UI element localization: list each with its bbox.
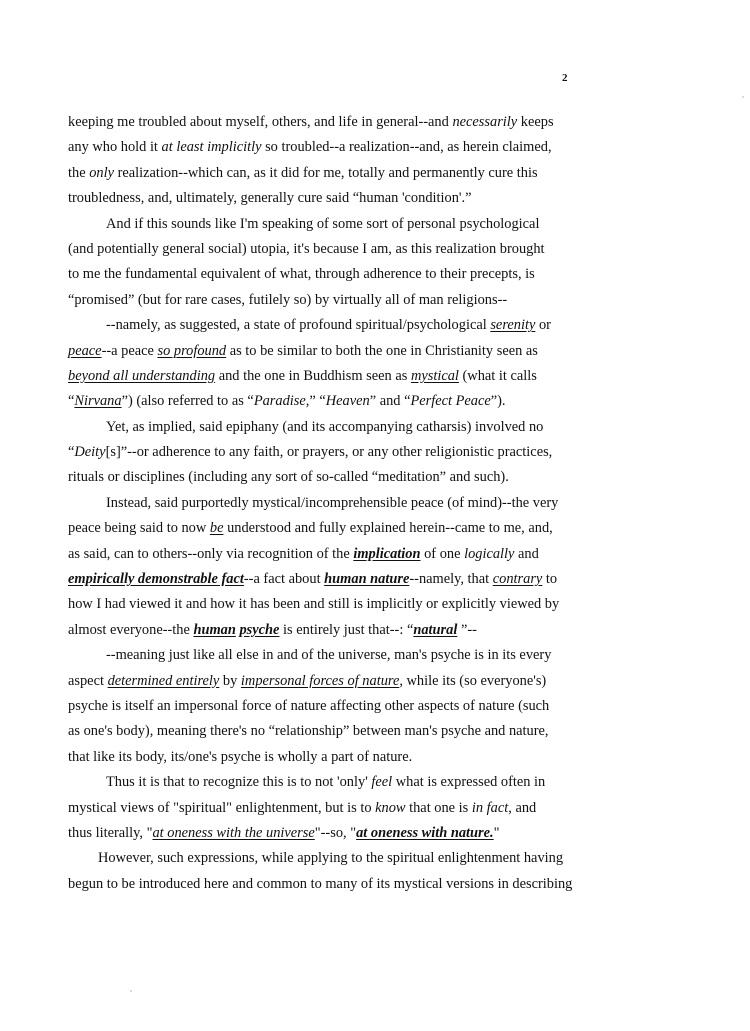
text-segment: or [535, 317, 551, 334]
text-segment: Yet, as implied, said epiphany (and its accompanying catharsis) involved no [106, 418, 544, 435]
emphasis-text: natural [413, 621, 458, 638]
emphasis-text: so profound [157, 342, 227, 359]
page-number: 2 [562, 72, 568, 84]
text-segment: ”-- [457, 621, 477, 638]
emphasis-text: Heaven [325, 393, 370, 410]
emphasis-text: at oneness with nature. [356, 824, 494, 841]
emphasis-text: psyche [239, 621, 280, 638]
emphasis-text: at least implicitly [161, 139, 262, 156]
text-segment: as said, can to others--only via recognition of the [68, 545, 354, 562]
text-segment: what is expressed often in [392, 774, 546, 791]
emphasis-text: contrary [492, 571, 543, 588]
text-segment: so troubled--a realization--and, as herein claimed, [261, 139, 552, 156]
scan-speck [742, 96, 744, 98]
text-line [68, 542, 578, 567]
text-line [68, 669, 578, 694]
text-segment: by [219, 672, 241, 689]
text-segment: --namely, as suggested, a state of profound spiritual/psychological [106, 317, 491, 334]
text-segment: However, such expressions, while applying to the spiritual enlightenment having [98, 850, 564, 867]
text-segment: any who hold it [68, 139, 162, 156]
text-line [68, 846, 578, 871]
text-line [68, 262, 578, 287]
text-segment: realization--which can, as it did for me, totally and permanently cure this [113, 164, 538, 181]
text-line [68, 313, 578, 338]
text-segment: ”) (also referred to as “ [121, 393, 254, 410]
text-segment: Instead, said purportedly mystical/incomprehensible peace (of mind)--the very [106, 494, 559, 511]
text-line [68, 237, 578, 262]
text-segment: keeping me troubled about myself, others, and life in general--and [68, 114, 453, 130]
text-segment: , while its (so everyone's) [399, 672, 547, 689]
text-line [68, 339, 578, 364]
text-segment: rituals or disciplines (including any sort of so-called “meditation” and such). [68, 469, 509, 486]
text-line [68, 491, 578, 516]
body-text [68, 110, 578, 897]
text-line [68, 516, 578, 541]
emphasis-text: impersonal forces of nature [240, 672, 400, 689]
scan-speck [130, 990, 132, 992]
text-segment: thus literally, " [68, 824, 153, 841]
text-segment: that one is [405, 799, 472, 816]
text-line [68, 770, 578, 795]
text-segment: (what it calls [458, 367, 537, 384]
text-line [68, 618, 578, 643]
emphasis-text: empirically demonstrable fact [68, 571, 244, 588]
emphasis-text: peace [68, 342, 102, 359]
text-line [68, 872, 578, 897]
text-segment: “promised” (but for rare cases, futilely so) by virtually all of man religions-- [68, 291, 508, 308]
text-segment: aspect [68, 672, 108, 689]
text-segment: ” and “ [369, 393, 411, 410]
text-segment: almost everyone--the [68, 621, 194, 638]
text-segment: --a peace [101, 342, 158, 359]
text-line [68, 567, 578, 592]
emphasis-text: beyond all understanding [68, 367, 216, 384]
text-line [68, 389, 578, 414]
text-segment: as one's body), meaning there's no “relationship” between man's psyche and nature, [68, 723, 549, 740]
text-line [68, 694, 578, 719]
text-segment: understood and fully explained herein--came to me, and, [223, 520, 553, 537]
text-line [68, 719, 578, 744]
text-segment: the [68, 164, 90, 181]
emphasis-text: feel [371, 774, 393, 791]
text-segment: "--so, " [314, 824, 357, 841]
text-line [68, 135, 578, 160]
text-segment: keeps [517, 114, 554, 130]
text-segment: ”). [490, 393, 506, 410]
text-line [68, 465, 578, 490]
emphasis-text: serenity [490, 317, 536, 334]
emphasis-text: be [209, 520, 224, 537]
text-line [68, 592, 578, 617]
text-segment: to me the fundamental equivalent of what, through adherence to their precepts, is [68, 266, 535, 283]
text-segment: begun to be introduced here and common to many of its mystical versions in describing [68, 875, 573, 892]
text-segment: of one [420, 545, 465, 562]
emphasis-text: Paradise, [253, 393, 310, 410]
emphasis-text: in fact [471, 799, 509, 816]
emphasis-text: logically [464, 545, 515, 562]
emphasis-text: know [375, 799, 406, 816]
text-segment: , and [508, 799, 537, 816]
emphasis-text: Nirvana [74, 393, 122, 410]
text-line [68, 364, 578, 389]
text-segment: mystical views of "spiritual" enlightenment, but is to [68, 799, 376, 816]
text-line [68, 821, 578, 846]
emphasis-text: only [89, 164, 114, 181]
emphasis-text: at oneness with the universe [152, 824, 315, 841]
text-segment: --namely, that [409, 571, 493, 588]
text-line [68, 110, 578, 135]
text-line [68, 440, 578, 465]
text-segment: " [493, 824, 500, 841]
text-segment: [s]”--or adherence to any faith, or prayers, or any other religionistic practices, [105, 444, 553, 461]
text-line [68, 796, 578, 821]
emphasis-text: human nature [324, 571, 410, 588]
text-segment: “ [68, 393, 75, 410]
text-line [68, 745, 578, 770]
text-segment: psyche is itself an impersonal force of nature affecting other aspects of nature (such [68, 697, 550, 714]
text-segment: ” “ [309, 393, 326, 410]
text-line [68, 643, 578, 668]
text-segment: troubledness, and, ultimately, generally cure said “human 'condition'.” [68, 190, 472, 207]
text-segment: how I had viewed it and how it has been and still is implicitly or explicitly viewed by [68, 596, 560, 613]
text-line [68, 186, 578, 211]
text-segment: peace being said to now [68, 520, 210, 537]
text-segment: and the one in Buddhism seen as [215, 367, 411, 384]
emphasis-text: Deity [74, 444, 106, 461]
text-line [68, 161, 578, 186]
emphasis-text: determined entirely [107, 672, 220, 689]
text-segment: --a fact about [243, 571, 325, 588]
text-line [68, 415, 578, 440]
text-segment: is entirely just that--: “ [279, 621, 414, 638]
emphasis-text: Perfect Peace [410, 393, 491, 410]
text-segment: Thus it is that to recognize this is to not 'only' [106, 774, 372, 791]
text-segment: “ [68, 444, 75, 461]
emphasis-text: implication [353, 545, 421, 562]
text-line [68, 288, 578, 313]
text-line [68, 212, 578, 237]
text-segment: (and potentially general social) utopia, it's because I am, as this realization brought [68, 240, 545, 257]
text-segment: to [542, 571, 558, 588]
text-segment: And if this sounds like I'm speaking of some sort of personal psychological [106, 215, 540, 232]
text-segment: --meaning just like all else in and of the universe, man's psyche is in its every [106, 647, 552, 664]
emphasis-text: mystical [410, 367, 459, 384]
text-segment: and [514, 545, 539, 562]
emphasis-text: human [193, 621, 236, 638]
text-segment: as to be similar to both the one in Christianity seen as [226, 342, 538, 359]
text-segment: that like its body, its/one's psyche is wholly a part of nature. [68, 748, 413, 765]
emphasis-text: necessarily [452, 114, 518, 130]
